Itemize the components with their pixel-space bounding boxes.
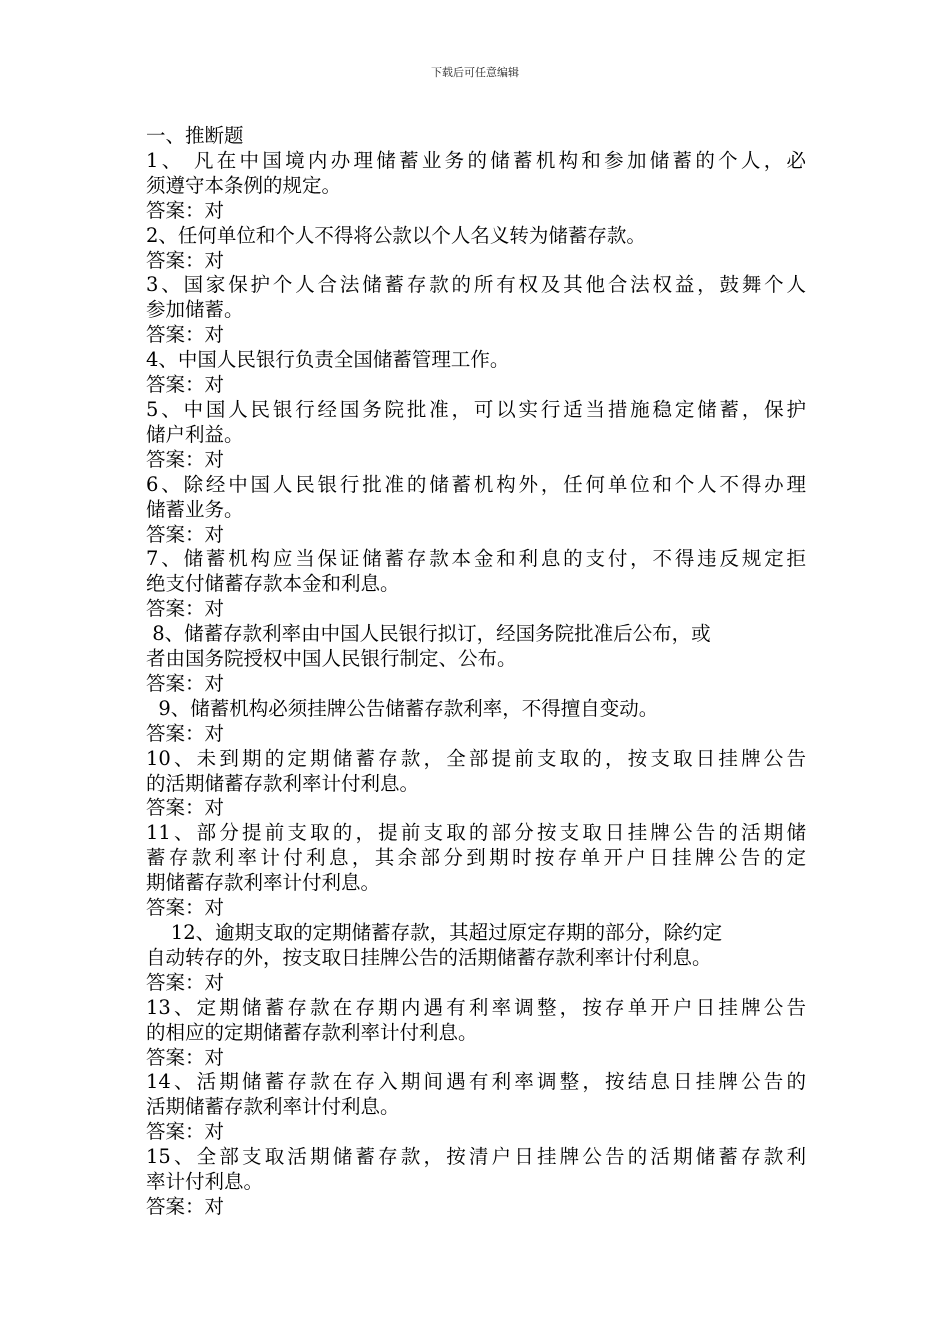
answer-line: 答案：对 (146, 796, 225, 820)
answer-line: 答案：对 (146, 248, 225, 272)
answer-line: 答案：对 (146, 1045, 225, 1069)
text-line: 10、未到期的定期储蓄存款，全部提前支取的，按支取日挂牌公告 (146, 746, 806, 770)
text-line: 11、部分提前支取的，提前支取的部分按支取日挂牌公告的活期储 (146, 821, 806, 845)
text-line: 9、储蓄机构必须挂牌公告储蓄存款利率，不得擅自变动。 (146, 696, 659, 720)
text-line: 14、活期储蓄存款在存入期间遇有利率调整，按结息日挂牌公告的 (146, 1070, 806, 1094)
text-line: 12、逾期支取的定期储蓄存款，其超过原定存期的部分，除约定 (146, 921, 723, 944)
answer-line: 答案：对 (146, 522, 225, 546)
text-line: 1、 凡在中国境内办理储蓄业务的储蓄机构和参加储蓄的个人，必 (146, 148, 806, 172)
text-line: 15、全部支取活期储蓄存款，按清户日挂牌公告的活期储蓄存款利 (146, 1145, 806, 1169)
page-header: 下载后可任意编辑 (431, 66, 519, 79)
text-line: 率计付利息。 (146, 1170, 264, 1194)
answer-line: 答案：对 (146, 323, 225, 347)
text-line: 自动转存的外，按支取日挂牌公告的活期储蓄存款利率计付利息。 (146, 945, 712, 969)
answer-line: 答案：对 (146, 597, 225, 621)
text-line: 3、国家保护个人合法储蓄存款的所有权及其他合法权益，鼓舞个人 (146, 273, 806, 297)
text-line: 期储蓄存款利率计付利息。 (146, 871, 381, 895)
answer-line: 答案：对 (146, 373, 225, 397)
text-line: 储户利益。 (146, 422, 244, 446)
text-line: 13、定期储蓄存款在存期内遇有利率调整，按存单开户日挂牌公告 (146, 995, 806, 1019)
text-line: 绝支付储蓄存款本金和利息。 (146, 572, 400, 596)
answer-line: 答案：对 (146, 1120, 225, 1144)
text-line: 的相应的定期储蓄存款利率计付利息。 (146, 1020, 478, 1044)
text-line: 的活期储蓄存款利率计付利息。 (146, 771, 420, 795)
answer-line: 答案：对 (146, 721, 225, 745)
text-line: 蓄存款利率计付利息，其余部分到期时按存单开户日挂牌公告的定 (146, 846, 806, 870)
answer-line: 答案：对 (146, 671, 225, 695)
text-line: 8、储蓄存款利率由中国人民银行拟订，经国务院批准后公布，或 (146, 622, 711, 646)
document-body (146, 124, 806, 1220)
answer-line: 答案：对 (146, 970, 225, 994)
answer-line: 答案：对 (146, 1194, 225, 1218)
text-line: 参加储蓄。 (146, 298, 244, 322)
section-title: 一、推断题 (146, 124, 244, 147)
text-line: 7、储蓄机构应当保证储蓄存款本金和利息的支付，不得违反规定拒 (146, 547, 806, 571)
text-line: 者由国务院授权中国人民银行制定、公布。 (146, 647, 517, 671)
answer-line: 答案：对 (146, 198, 225, 222)
text-line: 储蓄业务。 (146, 497, 244, 521)
text-line: 6、除经中国人民银行批准的储蓄机构外，任何单位和个人不得办理 (146, 472, 806, 496)
text-line: 4、中国人民银行负责全国储蓄管理工作。 (146, 348, 510, 372)
text-line: 2、任何单位和个人不得将公款以个人名义转为储蓄存款。 (146, 223, 646, 247)
text-line: 活期储蓄存款利率计付利息。 (146, 1095, 400, 1119)
answer-line: 答案：对 (146, 447, 225, 471)
text-line: 5、中国人民银行经国务院批准，可以实行适当措施稳定储蓄，保护 (146, 397, 806, 421)
answer-line: 答案：对 (146, 896, 225, 920)
text-line: 须遵守本条例的规定。 (146, 173, 342, 197)
